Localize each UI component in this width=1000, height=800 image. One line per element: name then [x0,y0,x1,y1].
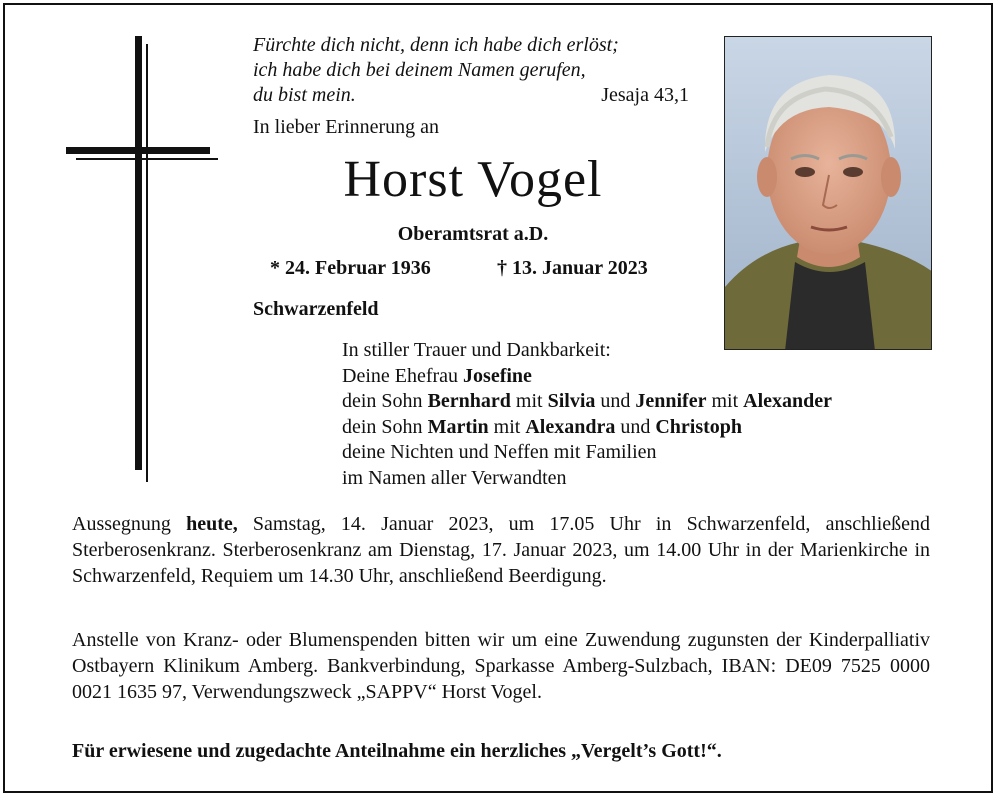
death-date: † 13. Januar 2023 [497,257,648,279]
verse-reference: Jesaja 43,1 [601,84,689,106]
verse-line: Fürchte dich nicht, denn ich habe dich erlöst; [253,34,619,56]
mourner-line: Deine Ehefrau Josefine [342,364,532,387]
verse-line: du bist mein. [253,84,356,106]
deceased-title: Oberamtsrat a.D. [397,223,549,245]
birth-date: * 24. Februar 1936 [270,257,431,279]
closing-thanks: Für erwiesene und zugedachte Anteilnahme ein herzliches „Vergelt’s Gott!“. [72,740,722,762]
memory-line: In lieber Erinnerung an [253,116,440,138]
deceased-name: Horst Vogel [343,151,603,208]
residence-place: Schwarzenfeld [253,298,379,320]
mourners-list [342,338,832,491]
mourner-line: dein Sohn Bernhard mit Silvia und Jennifer mit Alexander [342,390,833,412]
mourner-line: im Namen aller Verwandten [342,466,567,489]
verse-line: ich habe dich bei deinem Namen gerufen, [253,59,586,81]
service-details: Aussegnung heute, Samstag, 14. Januar 2023, um 17.05 Uhr in Schwarzenfeld, anschließend Sterberosenkranz. Sterberosenkranz am Dienstag, 17. Januar 2023, um 14.00 Uhr in der Marienkirche in Schwarzenfeld, Requiem um 14.30 Uhr, anschließend Beerdigung. [72,513,931,587]
mourners-intro: In stiller Trauer und Dankbarkeit: [342,339,611,361]
portrait-photo [724,36,932,350]
mourner-line: dein Sohn Martin mit Alexandra und Christoph [342,415,743,438]
donation-note: Anstelle von Kranz- oder Blumenspenden bitten wir um eine Zuwendung zugunsten der Kinderpalliativ Ostbayern Klinikum Amberg. Bankverbindung, Sparkasse Amberg-Sulzbach, IBAN: DE09 7525 0000 0021 1635 97, Verwendungszweck „SAPPV“ Horst Vogel. [72,629,930,703]
mourner-line: deine Nichten und Neffen mit Familien [342,441,657,463]
bible-verse [253,33,693,108]
